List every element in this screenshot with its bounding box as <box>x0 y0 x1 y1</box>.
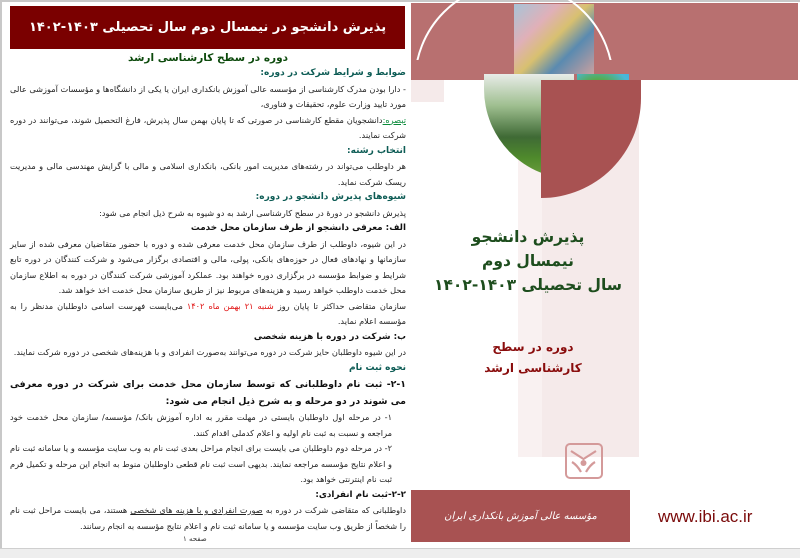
item-2-2-para <box>10 503 406 534</box>
deadline-date: شنبه ۲۱ بهمن ماه ۱۴۰۲ <box>186 300 274 311</box>
left-page <box>3 2 408 547</box>
admission-methods-para: پذیرش دانشجو در دورۀ در سطح کارشناسی ارشد به دو شیوه به شرح ذیل انجام می شود: <box>99 207 406 218</box>
subtitle: دوره در سطح کارشناسی ارشد <box>128 52 288 64</box>
major-para: هر داوطلب می‌تواند در رشته‌های مدیریت امور بانکی، بانکداری اسلامی و مالی با گرایش مهندسی مالی و مدیریت ریسک شرکت نماید. <box>10 161 406 187</box>
cover-title-line-3: سال تحصیلی ۱۴۰۳-۱۴۰۲ <box>433 276 623 294</box>
page-number: صفحه ۱ <box>183 535 207 543</box>
cover-title-line-2: نیمسال دوم <box>482 252 574 270</box>
institute-name: مؤسسه عالی آموزش بانکداری ایران <box>411 490 630 542</box>
heading-method-b: ب: شرکت در دوره با هزینه شخصی <box>253 331 406 342</box>
item-2-2-before: داوطلبانی که متقاضی شرکت در دوره به <box>265 505 406 515</box>
cover-title-line-1: پذیرش دانشجو <box>471 228 585 246</box>
method-a-para: در این شیوه، داوطلب از طرف سازمان محل خدمت معرفی شده و دوره با حضور متقاضیان معرفی شده از سایر سازمانها و نهادهای فعال در حوزه‌های بانکی، پولی، مالی و اقتصادی برگزار می‌شود و شرکت کنندگان در دوره تابع شرایط و ضوابط مؤسسه در برگزاری دوره خواهند بود. عملکرد آموزشی شرکت کنندگان در دوره به اطلاع سازمان محل خدمت داوطلب خواهد رسید و هزینه‌های مربوط نیز از طریق سازمان محل خدمت اخذ خواهد شد. <box>10 238 406 295</box>
conditions-para: - دارا بودن مدرک کارشناسی از مؤسسه عالی آموزش بانکداری ایران یا یکی از دانشگاه‌ها و مؤسسات آموزشی عالی مورد تایید وزارت علوم، تحقیقات و فناوری، <box>10 83 406 109</box>
method-a-deadline <box>10 299 406 330</box>
heading-admission-methods: شیوه‌های پذیرش دانشجو در دوره: <box>255 192 406 202</box>
heading-conditions: ضوابط و شرایط شرکت در دوره: <box>260 68 406 78</box>
method-b-para: در این شیوه داوطلبان حایز شرکت در دوره می‌توانند به‌صورت انفرادی و با هزینه‌های شخصی در دوره شرکت نمایند. <box>13 347 406 357</box>
header-title: پذیرش دانشجو در نیمسال دوم سال تحصیلی ۱۴۰۳-۱۴۰۲ <box>10 6 405 49</box>
cover-sub-line-1: دوره در سطح <box>492 340 574 354</box>
cover-subtitle <box>448 337 618 379</box>
website-link[interactable]: www.ibi.ac.ir <box>658 507 753 526</box>
ibi-logo-icon <box>565 443 603 479</box>
note-label: تبصره: <box>382 114 406 125</box>
heading-item-2-1: ۲-۱- ثبت نام داوطلبانی که توسط سازمان محل خدمت برای شرکت در دوره معرفی می شوند در دو مرحله و به شرح ذیل انجام می شود: <box>10 379 406 407</box>
deadline-before: سازمان متقاضی حداکثر تا پایان روز <box>277 300 407 311</box>
cover-title <box>428 225 628 297</box>
body-text <box>10 50 406 534</box>
cover-corner-strip <box>411 80 444 102</box>
cover-sub-line-2: کارشناسی ارشد <box>484 361 582 375</box>
conditions-note <box>10 113 406 144</box>
item-2-2-after: هستند، می بایست مراحل ثبت نام را شخصاً از طریق وب سایت مؤسسه و یا سامانه ثبت نام و اعلام نتایج مؤسسه به انجام رسانند. <box>10 505 406 531</box>
item-2-2-underlined: صورت انفرادی و با هزینه های شخصی <box>130 505 263 515</box>
heading-major: انتخاب رشته: <box>347 145 406 156</box>
deadline-after: می‌بایست فهرست اسامی داوطلبان مدنظر را به مؤسسه اعلام نماید. <box>10 300 406 326</box>
step-2: ۲- در مرحله دوم داوطلبان می بایست برای انجام مراحل بعدی ثبت نام به وب سایت مؤسسه و یا سامانه ثبت نام و اعلام نتایج مؤسسه مراجعه نمایند. بدیهی است ثبت نام قطعی داوطلبان منوط به انجام این مرحله و تکمیل فرم ثبت نام اینترنتی خواهد بود. <box>10 443 392 484</box>
page-border-left <box>0 0 2 557</box>
note-text: دانشجویان مقطع کارشناسی در صورتی که تا پایان بهمن سال پذیرش، فارغ التحصیل شوند، می‌توانند در دوره شرکت نمایند. <box>10 114 406 140</box>
cover-page <box>408 2 800 547</box>
heading-registration: نحوه ثبت نام <box>348 362 406 373</box>
step-1: ۱- در مرحله اول داوطلبان بایستی در مهلت مقرر به اداره آموزش بانک/ مؤسسه/ سازمان محل خدمت خود مراجعه و نسبت به ثبت نام اولیه و اعلام کدملی اقدام کنند. <box>10 412 392 438</box>
heading-item-2-2: ۲-۲-ثبت نام انفرادی: <box>315 489 406 500</box>
heading-method-a: الف: معرفی دانشجو از طرف سازمان محل خدمت <box>190 223 406 233</box>
